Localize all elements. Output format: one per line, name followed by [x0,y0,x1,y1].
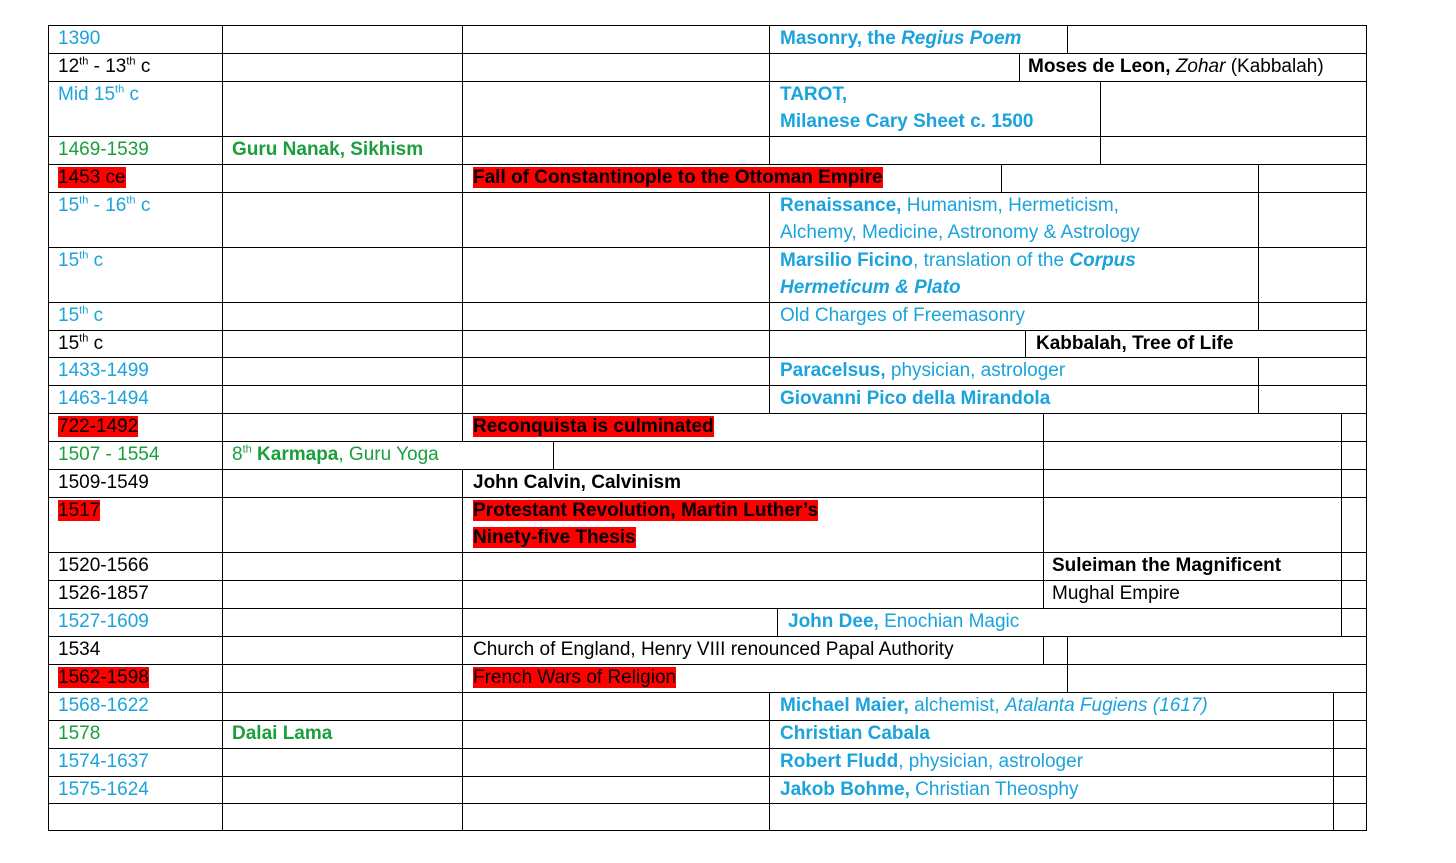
table-gridline [48,302,1367,303]
table-gridline [462,692,463,720]
table-gridline [222,192,223,247]
event-cell [780,84,847,106]
table-gridline [769,692,770,720]
table-gridline [222,776,223,803]
table-gridline [462,53,463,81]
text-run: 12 [58,56,80,77]
text-run: Giovanni Pico della Mirandola [780,388,1051,409]
table-gridline [769,25,770,53]
table-gridline [462,776,463,803]
ordinal-suffix: th [79,55,89,68]
table-gridline [222,552,223,580]
date-cell [58,500,100,522]
red-highlight [58,500,100,521]
date-cell [58,139,149,161]
event-cell [780,360,1065,382]
table-gridline [1341,580,1342,608]
event-cell [232,723,332,745]
table-gridline [48,25,1367,26]
ordinal-suffix: th [79,332,89,345]
table-gridline [222,247,223,302]
table-gridline [1341,497,1342,552]
text-run: Church of England, Henry VIII renounced Papal Authority [473,639,954,660]
ordinal-suffix: th [126,194,136,207]
text-run: Masonry, the [780,28,902,49]
table-gridline [48,247,1367,248]
table-gridline [48,330,1367,331]
ordinal-suffix: th [79,304,89,317]
table-gridline [462,81,463,136]
table-gridline [1025,330,1026,357]
table-gridline [769,136,770,164]
text-run: 1453 ce [58,167,126,188]
table-gridline [222,53,223,81]
table-gridline [1100,81,1101,136]
date-cell [58,723,100,745]
table-gridline [1001,164,1002,192]
table-gridline [462,748,463,776]
table-gridline [1067,25,1068,53]
text-run: Hermeticum & Plato [780,277,961,298]
table-gridline [48,469,1367,470]
text-run: 1575-1624 [58,779,149,800]
table-gridline [1333,692,1334,720]
text-run: Atalanta Fugiens (1617) [1004,695,1208,716]
event-cell [780,277,961,299]
text-run: c [135,195,151,216]
table-gridline [48,608,1367,609]
table-gridline [1333,720,1334,748]
table-gridline [1043,413,1044,441]
date-cell [58,167,126,189]
event-cell [780,28,1021,50]
red-highlight [473,416,714,437]
table-gridline [1341,469,1342,497]
table-gridline [1100,136,1101,164]
table-gridline [553,441,554,469]
table-gridline [769,81,770,136]
text-run: Michael Maier, [780,695,909,716]
text-run: Kabbalah, Tree of Life [1036,333,1234,354]
text-run: Mid 15 [58,84,116,105]
event-cell [473,527,636,549]
table-gridline [48,580,1367,581]
text-run: Jakob Bohme, [780,779,910,800]
table-gridline [769,302,770,330]
date-cell [58,388,149,410]
table-gridline [48,776,1367,777]
table-gridline [222,25,223,53]
table-gridline [222,357,223,385]
text-run: Corpus [1069,250,1136,271]
table-gridline [769,192,770,247]
date-cell [58,611,149,633]
table-gridline [462,164,463,192]
event-cell [232,444,439,466]
date-cell [58,195,150,217]
text-run: , Guru Yoga [338,444,439,465]
date-cell [58,416,138,438]
table-gridline [222,469,223,497]
table-gridline [48,385,1367,386]
event-cell [1028,56,1324,78]
red-highlight [58,416,138,437]
text-run: c [88,250,104,271]
table-gridline [48,636,1367,637]
table-gridline [222,720,223,748]
table-gridline [462,803,463,830]
table-gridline [462,302,463,330]
text-run: Christian Theosphy [909,779,1079,800]
table-gridline [1043,469,1044,497]
table-gridline [222,580,223,608]
date-cell [58,555,149,577]
text-run: John Dee, [788,611,879,632]
text-run: Mughal Empire [1052,583,1180,604]
date-cell [58,695,149,717]
table-gridline [462,357,463,385]
event-cell [780,779,1079,801]
table-gridline [769,748,770,776]
table-gridline [1043,441,1044,469]
text-run: 15 [58,250,80,271]
table-gridline [462,469,463,497]
table-gridline [1258,192,1259,247]
text-run: 1574-1637 [58,751,149,772]
table-gridline [777,608,778,636]
table-gridline [769,776,770,803]
table-gridline [1043,580,1044,608]
table-gridline [222,136,223,164]
event-cell [473,472,681,494]
date-cell [58,360,149,382]
red-highlight [473,167,883,188]
table-gridline [48,720,1367,721]
text-run: Fall of Constantinople to the Ottoman Empire [473,167,883,188]
text-run: physician, astrologer [885,360,1066,381]
event-cell [1052,555,1281,577]
table-gridline [1333,776,1334,803]
table-gridline [1067,636,1068,664]
table-gridline [462,497,463,552]
date-cell [58,250,103,272]
table-gridline [1258,302,1259,330]
table-gridline [222,497,223,552]
table-gridline [48,164,1367,165]
event-cell [780,250,1136,272]
table-gridline [48,497,1367,498]
table-gridline [1258,247,1259,302]
table-gridline [222,441,223,469]
text-run: 8 [232,444,243,465]
text-run: , physician, astrologer [898,751,1084,772]
table-gridline [222,413,223,441]
event-cell [788,611,1019,633]
table-gridline [462,136,463,164]
text-run: John Calvin, Calvinism [473,472,681,493]
table-gridline [48,748,1367,749]
table-gridline [222,608,223,636]
text-run: - 13 [88,56,127,77]
red-highlight [58,167,126,188]
text-run: Guru Nanak, Sikhism [232,139,424,160]
text-run: c [124,84,139,105]
event-cell [1052,583,1180,605]
date-cell [58,639,100,661]
text-run: Alchemy, Medicine, Astronomy & Astrology [780,222,1140,243]
table-gridline [48,552,1367,553]
text-run: 1520-1566 [58,555,149,576]
text-run: Protestant Revolution, Martin Luther’s [473,500,819,521]
table-gridline [1366,25,1367,831]
text-run: Humanism, Hermeticism, [901,195,1119,216]
table-gridline [769,720,770,748]
table-gridline [1341,552,1342,580]
text-run: Renaissance, [780,195,902,216]
table-gridline [462,192,463,247]
table-gridline [1333,803,1334,830]
table-gridline [1258,385,1259,413]
text-run: TAROT, [780,84,848,105]
ordinal-suffix: th [79,249,89,262]
table-gridline [48,81,1367,82]
event-cell [780,305,1025,327]
date-cell [58,667,149,689]
table-gridline [48,664,1367,665]
date-cell [58,56,150,78]
ordinal-suffix: th [126,55,136,68]
table-gridline [48,357,1367,358]
text-run: c [88,305,104,326]
ordinal-suffix: th [242,443,252,456]
text-run: 1469-1539 [58,139,149,160]
date-cell [58,84,139,106]
table-gridline [769,803,770,830]
event-cell [473,667,676,689]
table-gridline [1258,357,1259,385]
table-gridline [769,247,770,302]
table-gridline [462,330,463,357]
event-cell [473,167,883,189]
table-gridline [222,748,223,776]
text-run: Regius Poem [901,28,1022,49]
table-gridline [462,247,463,302]
event-cell [780,111,1033,133]
text-run: 1507 - 1554 [58,444,160,465]
event-cell [780,195,1119,217]
text-run: - 16 [88,195,127,216]
text-run: 722-1492 [58,416,139,437]
text-run: c [88,333,104,354]
text-run: 1463-1494 [58,388,149,409]
event-cell [780,695,1208,717]
text-run: (Kabbalah) [1225,56,1324,77]
red-highlight [58,667,149,688]
red-highlight [473,667,676,688]
text-run: 1534 [58,639,101,660]
date-cell [58,472,149,494]
table-gridline [1043,497,1044,552]
event-cell [780,388,1050,410]
red-highlight [473,527,636,548]
date-cell [58,779,149,801]
text-run: alchemist, [908,695,1005,716]
text-run: 1562-1598 [58,667,149,688]
text-run: , translation of the [913,250,1070,271]
table-gridline [1067,664,1068,692]
table-gridline [462,608,463,636]
text-run: 15 [58,305,80,326]
text-run: French Wars of Religion [473,667,677,688]
date-cell [58,305,103,327]
event-cell [473,416,714,438]
table-gridline [222,81,223,136]
text-run: Karmapa [251,444,339,465]
table-gridline [48,830,1367,831]
text-run: 1568-1622 [58,695,149,716]
event-cell [780,222,1140,244]
text-run: Ninety-five Thesis [473,527,636,548]
table-gridline [1258,164,1259,192]
table-gridline [48,136,1367,137]
table-gridline [48,803,1367,804]
text-run: 1526-1857 [58,583,149,604]
text-run: 15 [58,195,80,216]
text-run: Suleiman the Magnificent [1052,555,1282,576]
table-gridline [48,441,1367,442]
text-run: 1527-1609 [58,611,149,632]
table-gridline [48,53,1367,54]
table-gridline [1341,413,1342,441]
table-gridline [222,664,223,692]
table-gridline [769,330,770,357]
text-run: 15 [58,333,80,354]
table-gridline [1333,748,1334,776]
date-cell [58,444,159,466]
table-gridline [222,692,223,720]
text-run: Paracelsus, [780,360,886,381]
text-run: 1509-1549 [58,472,149,493]
text-run: c [135,56,151,77]
event-cell [473,639,954,661]
text-run: 1390 [58,28,101,49]
text-run: Robert Fludd [780,751,899,772]
table-gridline [769,53,770,81]
text-run: Christian Cabala [780,723,930,744]
table-gridline [1043,636,1044,664]
text-run: Milanese Cary Sheet c. 1500 [780,111,1034,132]
table-gridline [48,692,1367,693]
table-gridline [222,302,223,330]
text-run: Zohar [1175,56,1226,77]
ordinal-suffix: th [115,83,125,96]
table-gridline [1341,441,1342,469]
date-cell [58,333,103,355]
table-gridline [462,385,463,413]
event-cell [473,500,818,522]
text-run: 1517 [58,500,101,521]
table-gridline [48,192,1367,193]
event-cell [780,751,1083,773]
event-cell [232,139,423,161]
table-gridline [222,164,223,192]
table-gridline [1341,608,1342,636]
table-gridline [462,552,463,580]
table-gridline [222,803,223,830]
table-gridline [1019,53,1020,81]
text-run: Old Charges of Freemasonry [780,305,1025,326]
table-gridline [1043,552,1044,580]
date-cell [58,583,149,605]
table-gridline [769,357,770,385]
text-run: 1578 [58,723,101,744]
text-run: Dalai Lama [232,723,333,744]
table-gridline [769,385,770,413]
date-cell [58,751,149,773]
event-cell [1036,333,1233,355]
red-highlight [473,500,818,521]
table-gridline [48,413,1367,414]
table-gridline [48,25,49,831]
text-run: Moses de Leon, [1028,56,1176,77]
table-gridline [462,664,463,692]
text-run: Marsilio Ficino [780,250,914,271]
text-run: Reconquista is culminated [473,416,714,437]
table-gridline [462,25,463,53]
table-gridline [462,636,463,664]
table-gridline [462,413,463,441]
text-run: 1433-1499 [58,360,149,381]
table-gridline [222,636,223,664]
ordinal-suffix: th [79,194,89,207]
event-cell [780,723,930,745]
table-gridline [222,385,223,413]
date-cell [58,28,100,50]
table-gridline [462,580,463,608]
text-run: Enochian Magic [878,611,1020,632]
table-gridline [222,330,223,357]
table-gridline [462,720,463,748]
